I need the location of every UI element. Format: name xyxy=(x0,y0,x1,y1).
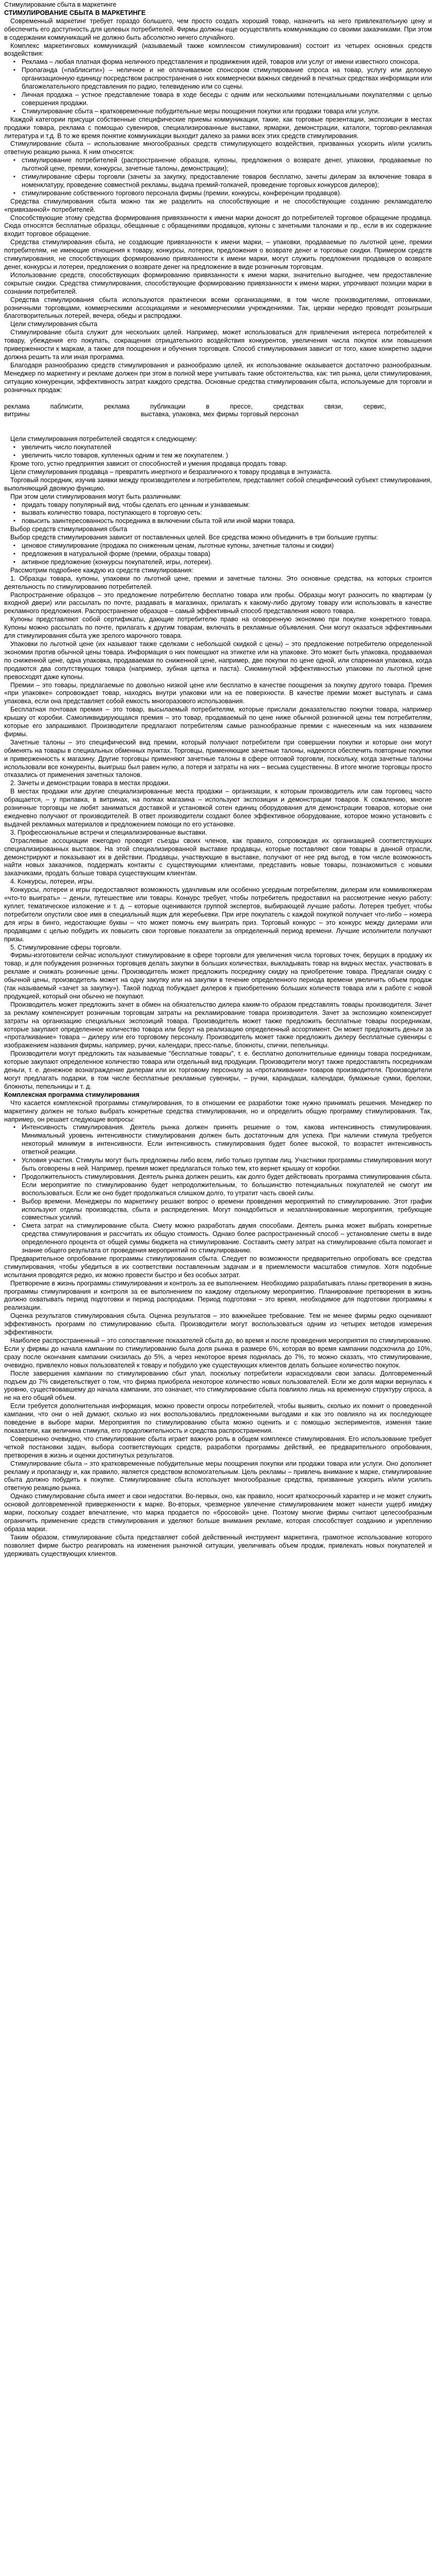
list-item: ▪ Личная продажа – устное представление товара в ходе беседы с одним или несколькими потенциальными покупателями с целью совершения продажи. xyxy=(22,91,432,108)
list-item: ▪ Интенсивность стимулирования. Деятель рынка должен принять решение о том, какова интенсивность стимулирования. Минимальный уровень интенсивности стимулирования должен быть достаточным для успеха. При наличии стимула требуется некоторый минимум в интенсивности. Если интенсивность стимулирования будет более высокой, то возрастет интенсивность ответной реакции. xyxy=(22,1124,432,1157)
list-item: ▪ Выбор времени. Менеджеры по маркетингу решают вопрос о времени проведения мероприятий по стимулированию. Этот график используют отделы производства, сбыта и распределения. Могут понадобиться и незапланированные мероприятия, требующие совместных усилий. xyxy=(22,1198,432,1223)
list-item: ▪ увеличить число товаров, купленных одним и тем же покупателем. ) xyxy=(22,452,432,460)
paragraph: После завершения кампании по стимулированию сбыт упал, поскольку потребители израсходовали свои запасы. Долговременный подъем до 7% свидетельствует о том, что фирма приобрела некоторое количество новых пользователей. Если же доля марки вернулась к уровню, существовавшему до начала кампании, это означает, что стимулирование сбыта повлияло лишь на временную структуру спроса, а не на его общий объем. xyxy=(4,1369,432,1402)
bullet-list xyxy=(4,444,432,460)
list-item: ▪ ценовое стимулирование (продажа по сниженным ценам, льготные купоны, зачетные талоны и скидки) xyxy=(22,542,432,550)
list-item: ▪ Пропаганда («паблисити») – неличное и не оплачиваемое спонсором стимулирование спроса на товар, услугу или деловую организационную единицу посредством распространения о них коммерчески важных сведений в печатных средствах информации или благожелательного представления по радио, телевидению или со сцены. xyxy=(22,66,432,91)
paragraph: Комплекс маркетинговых коммуникаций (называемый также комплексом стимулирования) состоит из четырех основных средств воздействия: xyxy=(4,42,432,58)
paragraph: Фирмы-изготовители сейчас используют стимулирование в сфере торговли для увеличения числа торговых точек, берущих в продажу их товар, и для побуждения розничных торговцев делать закупки в больших количествах, выкладывать товар на видных местах, участвовать в рекламе и снижать розничные цены. Производитель может предложить посреднику скидку на приобретение товара. Предлагая скидку с обычной цены, производитель может на одну закупку или на закупки в течение определенного периода времени увеличить объем продаж (так называемый «зачет за закупку»). Такой подход побуждает дилеров к приобретению больших количеств товара или к работе с новой продукцией, который они обычно не покупают. xyxy=(4,952,432,1000)
paragraph: Что касается комплексной программы стимулирования, то в отношении ее разработки тоже нужно принимать решения. Менеджер по маркетингу должен не только выбрать конкретные средства стимулирования, но и определить общую программу стимулирования. Так, например, он решает следующие вопросы: xyxy=(4,1099,432,1123)
paragraph: 3. Профессиональные встречи и специализированные выставки. xyxy=(10,828,207,836)
paragraph: Конкурсы, лотереи и игры предоставляют возможность удачливым или особенно усердным потребителям, дилерам или коммивояжерам «что-то выиграть» – деньги, путешествие или товары. Конкурс требует, чтобы потребитель предоставил на рассмотрение некую работу: куплет, тематическое изложение и т. д. – которые оцениваются группой экспертов, выбирающей лучшие работы. Лотерея требует, чтобы потребители опустили свое имя в специальный ящик для жеребьевки. При игре покупатель с каждой покупкой получает что-либо – номера для игры в бинго, недостающие буквы – что может помочь ему выиграть приз. Торговый конкурс – это конкурс между дилерами или продавцами с целью побудить их повысить свои торговые показатели за определенный период времени. Лучшие исполнители получают призы. xyxy=(4,886,432,943)
paragraph: 2. Зачеты и демонстрации товара в местах продажи. xyxy=(10,779,170,787)
bullet-list xyxy=(4,542,432,567)
paragraph: 5. Стимулирование сферы торговли. xyxy=(10,943,121,951)
bullet-list xyxy=(4,58,432,115)
paragraph: Средства стимулирования сбыта, не создающие привязанности к имени марки, – упаковки, продаваемые по льготной цене, премии потребителям, не имеющие отношения к товару, конкурсы, лотереи, предложения о возврате денег и торговые скидки. Примером средств стимулирования, не способствующих формированию привязанности к имени марки, могут служить предложения продавцов о возврате денег, конкурсы и лотереи, предложения о возврате денег на предложение в виде розничным торговцам. xyxy=(4,239,432,270)
paragraph: Средства стимулирования сбыта можно так же разделить на способствующие и не способствующие созданию рекламодателю «привязанной» потребителей. xyxy=(4,197,432,213)
list-item: ▪ стимулирование потребителей (распространение образцов, купоны, предложения о возврате денег, упаковки, продаваемые по льготной цене, премии, конкурсы, зачетные талоны, демонстрации); xyxy=(22,157,432,173)
list-item: ▪ придать товару популярный вид, чтобы сделать его ценным и узнаваемым: xyxy=(22,501,432,510)
paragraph: Кроме того, устно предприятия зависит от способностей и умения продавца продать товар. xyxy=(10,460,288,468)
paragraph: При этом цели стимулирования могут быть различными: xyxy=(10,493,182,500)
bullet-list xyxy=(4,157,432,198)
paragraph: Цели стимулирования потребителей сводятся к следующему: xyxy=(10,435,197,443)
paragraph: Оценка результатов стимулирования сбыта. Оценка результатов – это важнейшее требование. Тем не менее фирмы редко оценивают эффективность программ по стимулированию сбыта. Производители могут воспользоваться одним из четырех методов измерения эффективности. xyxy=(4,1312,432,1336)
paragraph: Если требуется дополнительная информация, можно провести опросы потребителей, чтобы выявить, сколько их помнит о проведенной кампании, что они о ней думают, сколько из них воспользовались предложенными выгодами и как это повлияло на их последующее поведение в выборе марки. Мероприятия по стимулированию сбыта можно оценить и с помощью экспериментов, изменяя такие показатели, как величина стимула, его продолжительность и средства распространения. xyxy=(4,1402,432,1434)
paragraph: В местах продажи или другие специализированные места продажи – организации, к которым производитель или сам торговец часто обращается, – у прилавка, в витринах, на полках магазина – используют экспозиции и демонстрации товаров. К сожалению, многие розничные торговцы не любят заниматься доставкой и установкой сотен единиц оборудования для демонстрации товаров, которые они ежедневно получают от производителей. В ответ производители создают более эффективное оборудование, которое можно установить с выдачей рекламных материалов и предложением помощи по его установке. xyxy=(4,788,432,828)
bullet-list xyxy=(4,501,432,526)
document-heading: СТИМУЛИРОВАНИЕ СБЫТА В МАРКЕТИНГЕ xyxy=(4,9,146,16)
section-heading: Комплексная программа стимулирования xyxy=(4,1091,139,1098)
list-item: ▪ стимулирование сферы торговли (зачеты за закупку, предоставление товаров бесплатно, зачеты дилерам за включение товара в номенклатуру, проведение совместной рекламы, выдача премий-толкачей, проведение торговых конкурсов дилеров); xyxy=(22,173,432,190)
list-item: ▪ Условия участия. Стимулы могут быть предложены либо всем, либо только группам лиц. Участники программы стимулирования могут быть оговорены в ней. Например, премия может предлагаться только тем, кто вернет крышку от коробки. xyxy=(22,1157,432,1173)
paragraph: Современный маркетинг требует гораздо большего, чем просто создать хороший товар, назначить на него привлекательную цену и обеспечить его доступность для целевых потребителей. Фирмы должны еще осуществлять коммуникацию со своими заказчиками. При этом в содержании коммуникаций не должно быть абсолютно ничего случайного. xyxy=(4,17,432,41)
paragraph: Производители могут предложить так называемые "бесплатные товары", т. е. бесплатно дополнительные единицы товара посредникам, которые закупают определенное количество товара или отдельный вид продукции. Производители могут также предоставлять посредникам деньги, т. е. денежное вознаграждение дилерам или их торговому персоналу за «проталкивание» товаров производителя. Производители могут предлагать подарки, в том числе бесплатные рекламные сувениры, – ручки, карандаши, календари, бумажные сумки, брелоки, блокноты, пепельницы и т. д. xyxy=(4,1050,432,1090)
paragraph: Использование средств, способствующих формированию привязанности к имени марки, значительно выгоднее, чем предоставление сокрытые скидки. Средства стимулирования, способствующие формированию привязанности к имени марки, упрочивают позиции марки в сознании потребителей. xyxy=(4,271,432,295)
blank-line xyxy=(4,395,432,403)
blank-line xyxy=(4,427,432,435)
paragraph: Однако стимулирование сбыта имеет и свои недостатки. Во-первых, оно, как правило, носит краткосрочный характер и не может служить основой долговременной приверженности к марке. Во-вторых, чрезмерное увлечение стимулированием может нанести ущерб имиджу марки, поскольку создает впечатление, что марка продается по «бросовой» цене. Поэтому многие фирмы считают целесообразным ограничить применение средств стимулирования и уделяют больше внимания рекламе, которая способствует созданию и укреплению образа марки. xyxy=(4,1493,432,1533)
list-item: ▪ активное предложение (конкурсы покупателей, игры, лотереи). xyxy=(22,558,432,567)
paragraph: Зачетные талоны – это специфический вид премии, который получают потребители при совершении покупки и которые они могут обменять на товары в специальных обменных пунктах. Торговцы, применяющие зачетные талоны, надеются обеспечить повторные покупки и приверженность к магазину. Другие торговцы применяют зачетные талоны в сфере оптовой торговли, поскольку, когда зачетные талоны использовали все конкуренты, выигрыш был равен нулю, а потеря и затраты на них – весьма существенны. В итоге многие торговцы просто отказались от применения зачетных талонов. xyxy=(4,738,432,779)
paragraph: Распространение образцов – это предложение потребителю бесплатно товара или пробы. Образцы могут разносить по квартирам (у входной двери) или рассылать по почте, раздавать в магазинах, прилагать к какому-либо другому товару или использовать в качестве рекламного предложения. Распространение образцов – самый эффективный способ представления нового товара. xyxy=(4,591,432,615)
paragraph: Выбор средств стимулирования зависит от поставленных целей. Все средства можно объединить в три большие группы: xyxy=(10,534,378,541)
list-item: ▪ Продолжительность стимулирования. Деятель рынка должен решить, как долго будет действовать программа стимулирования сбыта. Если мероприятие по стимулированию будет непродолжительным, то большинство потенциальных покупателей не смогут им воспользоваться. Если же оно будет продолжаться слишком долго, то утратит часть своей силы. xyxy=(22,1173,432,1198)
paragraph: Предварительное опробование программы стимулирования сбыта. Следует по возможности предварительно опробовать все средства стимулирования, чтобы убедиться в их соответствии поставленным задачам и в приемлемости масштабов стимулов. Хотя подобные испытания проводятся редко, их можно провести быстро и без особых затрат. xyxy=(4,1255,432,1279)
paragraph: Наиболее распространенный – это сопоставление показателей сбыта до, во время и после проведения мероприятия по стимулированию. Если у фирмы до начала кампании по стимулированию была доля рынка в размере 6%, которая во время кампании подскочила до 10%, сразу после окончания кампании снизилась до 5%, а через некоторое время поднялась до 7%, то можно сказать, что стимулирование, очевидно, привлекло новых пользователей к товару и побудило уже существующих клиентов делать большее количество покупок. xyxy=(4,1337,432,1369)
bullet-list xyxy=(4,1124,432,1255)
paragraph: Способствующие этому средства формирования привязанности к имени марки доносят до потребителей торговое обращение продавца. Сюда относятся бесплатные образцы, обещанные с обращениями продавцов, купоны с зачетными талонами и пр., если в их содержание входит торговое обращение. xyxy=(4,214,432,238)
paragraph: Средства стимулирования сбыта используются практически всеми организациями, в том числе производителями, оптовиками, розничными торговцами, коммерческими ассоциациями и некоммерческими учреждениями. Так, церкви нередко проводят розыгрыши благотворительных лотерей, вечера, обеды и распродажи. xyxy=(4,296,432,320)
paragraph: Торговый посредник, изучив заявки между производителем и потребителем, представляет собой специфический субъект стимулирования, выполняющий двоякую функцию. xyxy=(4,476,432,492)
paragraph: Стимулирование сбыта служит для нескольких целей. Например, может использоваться для привлечения интереса потребителей к товару, убеждения его покупать, сокращения отрицательного воздействия конкурентов, увеличения числа покупок или повышения приверженности к маркам, а также для поощрения и обучения торговцев. Способ стимулирования зависит от того, какие конкретно задачи должна решить та или иная программа. xyxy=(4,329,432,361)
list-item: ▪ Стимулирование сбыта – кратковременные побудительные меры поощрения покупки или продажи товара или услуги. xyxy=(22,108,432,116)
paragraph: Бесплатная почтовая премия – это товар, высылаемый потребителям, которые прислали доказательство покупки товара, например крышку от коробки. Самоликвидирующаяся премия – это товар, продаваемый по цене ниже обычной розничной цены тем потребителям, которые его запрашивают. Производители предлагают потребителям самые разнообразные премии с нанесенным на них названием фирмы. xyxy=(4,706,432,738)
paragraph: Производитель может предложить зачет в обмен на обязательство дилера каким-то образом представлять товары производителя. Зачет за рекламу компенсирует розничным торговцам затраты на рекламирование товара производителя. Зачет за экспозицию компенсирует затраты на организацию специальных экспозиций товара. Производитель может также предложить бесплатные товары посредникам, которые закупают определенное количество товара или берут на реализацию определенный ассортимент. Он может предложить деньги за «проталкивание» товара – дилеру или его торговому персоналу. Производитель может также предложить дилеру бесплатные сувениры с изображением названия фирмы, например, ручки, календари, пресс-папье, блокноты, спички, пепельницы. xyxy=(4,1001,432,1049)
paragraph: Отраслевые ассоциации ежегодно проводят съезды своих членов, как правило, сопровождая их организацией соответствующих специализированных выставок. На этой специализированной выставке продавцы, которые поставляют свои товары в данной отрасли, демонстрируют и показывают их в действии. Продавцы, участвующие в выставке, получают от нее ряд выгод, в том числе возможность найти новых заказчиков, поддержать контакты с существующими клиентами, представить новые товары, познакомиться с новыми заказчиками, продать больше товара существующим клиентам. xyxy=(4,837,432,877)
paragraph: Совершенно очевидно, что стимулирование сбыта играет важную роль в общем комплексе стимулирования. Его использование требует четкой постановки задач, выбора соответствующих средств, разработки программы действий, ее предварительного опробования, претворения в жизнь и оценки достигнутых результатов. xyxy=(4,1435,432,1459)
list-item: ▪ повысить заинтересованность посредника в включении сбыта той или иной марки товара. xyxy=(22,517,432,526)
document-title: Стимулирование сбыта в маркетинге xyxy=(4,1,117,8)
list-item: ▪ стимулирование собственного торгового персонала фирмы (премии, конкурсы, конференции продавцов). xyxy=(22,190,432,198)
paragraph: Благодаря разнообразию средств стимулирования и разнообразию целей, их использование оказывается достаточно разнообразным. Менеджер по маркетингу и рекламе должен при этом в полной мере учитывать такие обстоятельства, как: тип рынка, цели стимулирования, ситуацию конкуренции, эффективность затрат каждого средства. Основные средства стимулирования сбыта, используемые для торговли и розничных продаж: xyxy=(4,361,432,394)
list-item: ▪ вызвать количество товара, поступающего в торговую сеть: xyxy=(22,509,432,517)
list-item: ▪ увеличить число покупателей xyxy=(22,444,432,452)
paragraph: витрины выставка, упаковка, мех фирмы торговый персонал xyxy=(4,411,299,418)
document-body xyxy=(4,18,432,1558)
paragraph: Купоны представляют собой сертификаты, дающие потребителю право на оговоренную экономию при покупке конкретного товара. Купоны можно рассылать по почте, прилагать к другим товарам, включать в рекламные объявления. Они могут оказаться эффективными для стимулирования сбыта уже зрелого марочного товара. xyxy=(4,616,432,640)
paragraph: Упаковки по льготной цене (их называют также сделками с небольшой скидкой с цены) – это предложение потребителю определенной экономии против обычной цены товара. Информация о них помещают на этикетке или на упаковке. Это может быть упаковка, продаваемая по сниженной цене, одна упаковка, продаваемая по сниженной цене, например, две покупки по цене одной, или спаренная упаковка, когда продаются два сопутствующих товара (например, зубная щетка и паста). Сиюминутной эффективностью упаковки по льготной цене превосходят даже купоны. xyxy=(4,640,432,681)
paragraph: Цели стимулирования продавца – превратить инертного и безразличного к товару продавца в энтузиаста. xyxy=(10,468,332,476)
paragraph: Стимулирование сбыта – использование многообразных средств стимулирующего воздействия, призванных ускорить и/или усилить ответную реакцию рынка. К ним относятся: xyxy=(4,140,432,156)
paragraph: Премии – это товары, предлагаемые по довольно низкой цене или бесплатно в качестве поощрения за покупку другого товара. Премия «при упаковке» сопровождает товар, находясь внутри упаковки или на ее поверхности. В качестве премии может выступать и сама упаковка, если она представляет собой емкость многоразового использования. xyxy=(4,681,432,705)
list-item: ▪ Смета затрат на стимулирование сбыта. Смету можно разработать двумя способами. Деятель рынка может выбрать конкретные средства стимулирования и рассчитать их общую стоимость. Однако более распространенный способ – установление сметы в виде определенного процента от общей суммы бюджета на стимулирование. Составить смету затрат на стимулирование сбыта помогает и знание общего результата от проведения мероприятий по стимулированию. xyxy=(22,1222,432,1255)
paragraph: Таким образом, стимулирование сбыта представляет собой действенный инструмент маркетинга, грамотное использование которого позволяет фирме быстро реагировать на изменения рыночной ситуации, увеличивать объем продаж, привлекать новых покупателей и удерживать существующих клиентов. xyxy=(4,1533,432,1557)
paragraph: 4. Конкурсы, лотереи, игры. xyxy=(10,878,94,886)
paragraph: Стимулирование сбыта – это кратковременные побудительные меры поощрения покупки или продажи товара или услуги. Оно дополняет рекламу и пропаганду и, как правило, является средством вспомогательным. Цель рекламы – привлечь внимание к марке, стимулирование сбыта должно побудить к покупке. Стимулирование сбыта использует многообразные средства, призванные ускорить и/или усилить ответную реакцию рынка. xyxy=(4,1460,432,1492)
paragraph: реклама паблисити, реклама публикации в прессе, средствах связи, сервис, xyxy=(4,402,386,410)
paragraph: 1. Образцы товара, купоны, упаковки по льготной цене, премии и зачетные талоны. Это основные средства, на которых строится деятельность по стимулированию потребителей. xyxy=(4,574,432,590)
paragraph: Каждой категории присущи собственные специфические приемы коммуникации, такие, как торговые презентации, экспозиции в местах продажи товара, реклама с помощью сувениров, специализированные выставки, ярмарки, демонстрации, каталоги, торгово-рекламная литература и т.д. В то же время понятие коммуникации выходит далеко за рамки всех этих средств стимулирования. xyxy=(4,115,432,140)
list-item: ▪ Реклама – любая платная форма неличного представления и продвижения идей, товаров или услуг от имени известного спонсора. xyxy=(22,58,432,66)
paragraph: Выбор средств стимулирования сбыта xyxy=(10,526,128,533)
paragraph: Претворение в жизнь программы стимулирования и контроль за ее выполнением. Необходимо разрабатывать планы претворения в жизнь программы стимулирования и контроля за ее выполнением по каждому отдельному мероприятию. Планирование претворения в жизнь должно охватывать период подготовки и период распродажи. Период подготовки – это время, необходимое для подготовки программы к реализации. xyxy=(4,1279,432,1312)
paragraph: Цели стимулирования сбыта xyxy=(10,320,98,328)
list-item: ▪ предложения в натуральной форме (премии, образцы товара) xyxy=(22,550,432,558)
paragraph: Рассмотрим подробнее каждую из средств стимулирования: xyxy=(10,566,194,574)
blank-line xyxy=(4,419,432,427)
